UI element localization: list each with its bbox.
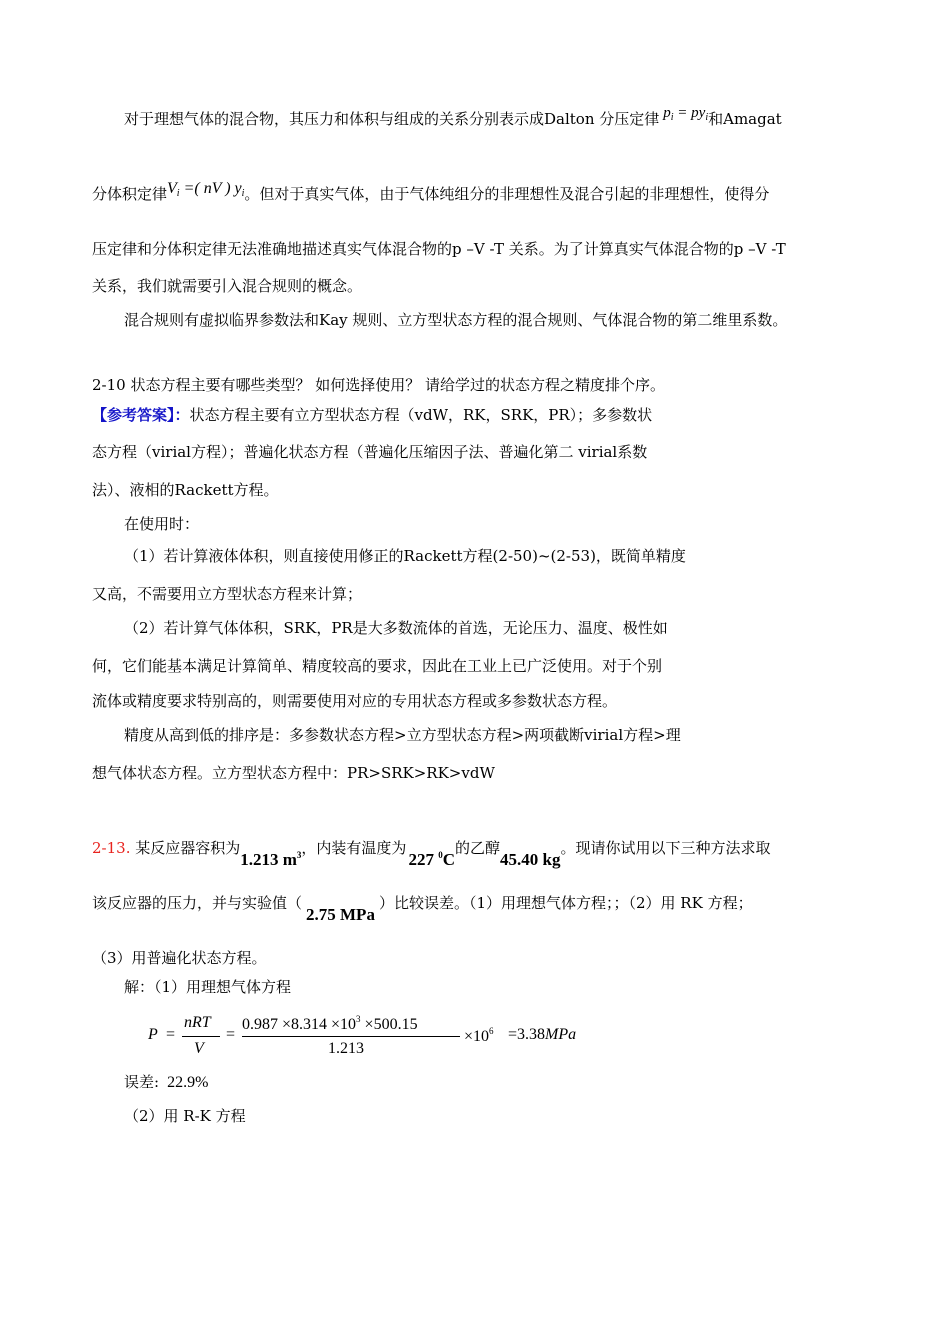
para1-line4: 关系，我们就需要引入混合规则的概念。 xyxy=(92,277,363,295)
para1-text-b: 和Amagat xyxy=(708,110,782,128)
para1-line3: 压定律和分体积定律无法准确地描述真实气体混合物的p –V -T 关系。为了计算真实气体混合物的p –V -T xyxy=(92,240,786,258)
solution-line1: 解：（1）用理想气体方程 xyxy=(124,978,292,996)
experimental-pressure: 2.75 MPa xyxy=(306,905,375,924)
answer-line1 xyxy=(92,405,652,425)
eq-result: =3.38MPa xyxy=(508,1026,577,1043)
q213-text-b: ，内装有温度为 xyxy=(301,839,407,857)
eq-denominator-1: V xyxy=(194,1040,204,1057)
answer-line11: 想气体状态方程。立方型状态方程中：PR>SRK>RK>vdW xyxy=(92,764,495,782)
partial-pressure-equation: $p_i = py_i$ xyxy=(663,105,709,123)
q213-line2-text-a: 该反应器的压力，并与实验值（ xyxy=(92,894,303,912)
question-2-13-line1 xyxy=(92,833,771,869)
answer-line7: （2）若计算气体体积，SRK，PR是大多数流体的首选，无论压力、温度、极性如 xyxy=(124,619,668,637)
q213-text-a: 某反应器容积为 xyxy=(130,839,241,857)
para1-line2 xyxy=(92,180,770,210)
eq-equals-2: = xyxy=(226,1026,236,1043)
question-number: 2-13. xyxy=(92,839,131,857)
answer-line9: 流体或精度要求特别高的，则需要使用对应的专用状态方程或多参数状态方程。 xyxy=(92,692,618,710)
answer-line2: 态方程（virial方程）；普遍化状态方程（普遍化压缩因子法、普遍化第二 virial系数 xyxy=(92,443,648,461)
error-value: 22.9% xyxy=(167,1074,209,1091)
answer-line10: 精度从高到低的排序是：多参数状态方程>立方型状态方程>两项截断virial方程>理 xyxy=(124,726,681,744)
para1-line5: 混合规则有虚拟临界参数法和Kay 规则、立方型状态方程的混合规则、气体混合物的第二维里系数。 xyxy=(124,311,788,329)
para1-text-a: 对于理想气体的混合物，其压力和体积与组成的关系分别表示成Dalton 分压定律 xyxy=(124,110,660,128)
eq-fraction-bar-2 xyxy=(242,1036,460,1037)
answer-text-1: 状态方程主要有立方型状态方程（vdW，RK，SRK，PR）；多参数状 xyxy=(189,406,653,424)
answer-line6: 又高，不需要用立方型状态方程来计算； xyxy=(92,585,363,603)
eq-numerator-2: $0.987 \times 8.314 \times 10^3 \times 500.15$ xyxy=(242,1014,418,1033)
eq-denominator-2: 1.213 xyxy=(328,1040,364,1057)
eq-multiplier: $\times 10^6$ xyxy=(464,1026,494,1045)
volume-value: 1.213 $m^3$ xyxy=(240,850,302,869)
para1-line2-text-a: 分体积定律 xyxy=(92,185,168,203)
q213-line2-text-b: ）比较误差。（1）用理想气体方程；；（2）用 RK 方程； xyxy=(378,894,753,912)
answer-line8: 何，它们能基本满足计算简单、精度较高的要求，因此在工业上已广泛使用。对于个别 xyxy=(92,657,663,675)
eq-equals-1: = xyxy=(166,1026,176,1043)
question-2-13-line2 xyxy=(92,893,753,924)
ideal-gas-equation xyxy=(148,1010,608,1064)
error-line xyxy=(124,1072,208,1093)
q213-text-d: 。现请你试用以下三种方法求取 xyxy=(560,839,771,857)
question-2-13-line3: （3）用普遍化状态方程。 xyxy=(92,949,267,967)
answer-line3: 法）、液相的Rackett方程。 xyxy=(92,481,279,499)
error-label: 误差: xyxy=(124,1073,160,1091)
temperature-value: 227 $^0$C xyxy=(408,850,455,869)
eq-lhs: P xyxy=(148,1026,158,1043)
question-2-10-title: 2-10 状态方程主要有哪些类型？ 如何选择使用？ 请给学过的状态方程之精度排个序。 xyxy=(92,376,666,394)
para1-line1 xyxy=(124,105,782,135)
mass-value: 45.40 kg xyxy=(499,850,561,869)
partial-volume-equation: $V_i$ =( nV ) $y_i$ xyxy=(167,180,245,199)
answer-line5: （1）若计算液体体积，则直接使用修正的Rackett方程(2-50)~(2-53)，既简单精度 xyxy=(124,547,686,565)
answer-line4: 在使用时： xyxy=(124,515,200,533)
q213-text-c: 的乙醇 xyxy=(454,839,500,857)
para1-line2-text-b: 。但对于真实气体，由于气体纯组分的非理想性及混合引起的非理想性，使得分 xyxy=(244,185,770,203)
eq-numerator-1: nRT xyxy=(184,1014,211,1031)
eq-fraction-bar-1 xyxy=(182,1036,220,1037)
solution-line2: （2）用 R-K 方程 xyxy=(124,1107,246,1125)
answer-label: 【参考答案】： xyxy=(92,406,190,424)
